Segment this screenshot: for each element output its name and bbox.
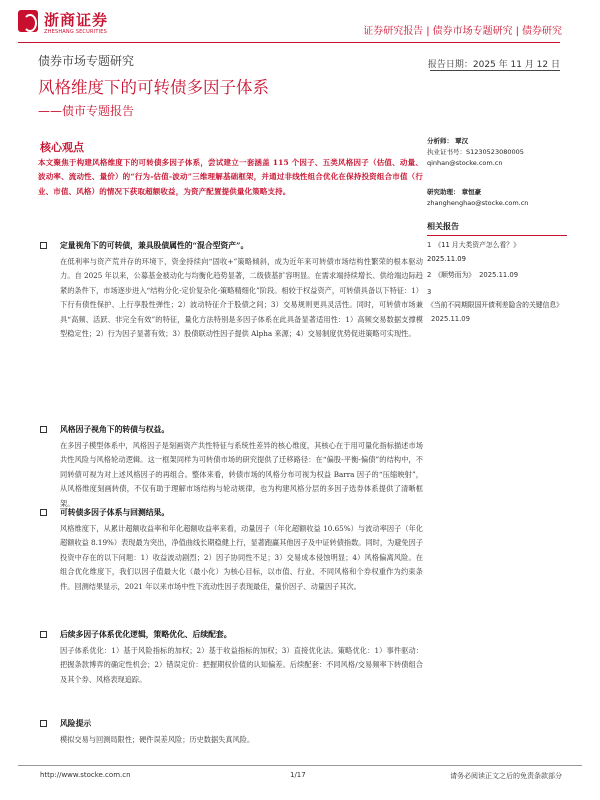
section-backtest xyxy=(40,507,423,617)
square-bullet-icon xyxy=(40,720,47,727)
analyst-line xyxy=(427,136,567,147)
related-report-item[interactable] xyxy=(427,286,567,327)
section-body: 风格维度下，从累计超额收益率和年化超额收益率来看，动量因子（年化超额收益 10.65%）与波动率因子（年化超额收益 8.19%）表现最为突出，净值曲线长期稳健上行，显著跑赢其他因子及中证转债指数。同时，为避免因子投资中存在的以下问题：1）收益波动剧烈；2）因子协同性不足；3）交易成本侵蚀明显；4）风格偏离风险。在组合优化维度下，我们以因子值最大化（最小化）为核心目标，以市值、行业、不同风格和个券权重作为约束条件。回测结果显示，2021 年以来市场中性下流动性因子表现最佳，量价因子、动量因子其次。 xyxy=(60,524,423,591)
section-body: 在多因子模型体系中，风格因子是刻画资产共性特征与系统性差异的核心维度，其核心在于用可量化指标描述市场共性风险与风格轮动逻辑。这一框架同样为可转债市场的研究提供了迁移路径：在“偏股-平衡-偏债”的结构中，不同转债可视为对上述风格因子的再组合。整体来看，转债市场的风格分布可视为权益 Barra 因子的“压缩映射”，从风格维度刻画转债，不仅有助于理解市场结构与轮动规律，也为构建风格分层的多因子选券体系提供了清晰框架。 xyxy=(60,441,423,508)
core-view-summary: 本文聚焦于构建风格维度下的可转债多因子体系，尝试建立一套涵盖 115 个因子、五类风格因子（估值、动量、波动率、流动性、量价）的“行为-估值-波动”三维理解基础框架，并通过非线性组合优化在保持投资组合市值（行业、市值、风格）的情况下获取超额收益，为资产配置提供量化策略支持。 xyxy=(38,158,423,196)
square-bullet-icon xyxy=(40,509,47,516)
logo-text: 浙商证券 xyxy=(44,11,109,29)
logo-subtext: ZHESHANG SECURITIES xyxy=(44,29,107,35)
footer-disclaimer: 请务必阅读正文之后的免责条款部分 xyxy=(450,772,562,780)
related-report-title: 《当前不同期限国开债利差隐含的关键信息》 xyxy=(427,301,563,309)
tag-bond-research: 债券研究 xyxy=(522,26,562,37)
related-report-item[interactable] xyxy=(427,269,567,283)
analyst-label: 分析师： xyxy=(427,137,453,145)
section-title: 风格因子视角下的转债与权益。 xyxy=(60,425,170,434)
related-report-date: 2025.11.09 xyxy=(427,254,466,263)
section-style-factor xyxy=(40,424,423,514)
section-optimization xyxy=(40,629,423,689)
section-risk-warning xyxy=(40,718,423,754)
assistant-email[interactable]: zhanghenghao@stocke.com.cn xyxy=(427,199,529,207)
sidebar xyxy=(427,136,567,326)
tag-bond-market: 债券市场专题研究 xyxy=(432,26,513,37)
assistant-label: 研究助理： xyxy=(427,188,460,196)
assistant-line xyxy=(427,187,567,198)
page-subtitle: ——债市专题报告 xyxy=(38,104,135,118)
related-report-num: 2 xyxy=(427,271,432,279)
section-title: 风险提示 xyxy=(60,719,92,728)
page-number: 1/17 xyxy=(290,771,306,779)
section-title: 后续多因子体系优化逻辑，策略优化、后续配套。 xyxy=(60,630,232,639)
section-body: 模拟交易与回测局限性；硬件误差风险；历史数据失真风险。 xyxy=(60,735,255,744)
related-report-title: 《顺势而为》 xyxy=(434,271,476,279)
logo-icon xyxy=(18,10,38,32)
company-logo xyxy=(18,8,138,40)
footer-divider xyxy=(18,765,582,766)
related-report-item[interactable] xyxy=(427,239,567,266)
core-view-heading: 核心观点 xyxy=(40,141,84,154)
related-report-num: 3 xyxy=(427,287,432,296)
section-body: 因子体系优化：1）基于风险指标的加权；2）基于收益指标的加权；3）直接优化法。策略优化：1）事件驱动：把握条款博弈的确定性机会；2）错误定价：把握期权价值的认知偏差。后续配套：不同风格/交易频率下转债组合及其个券、风格表现追踪。 xyxy=(60,646,423,684)
report-category: 债券市场专题研究 xyxy=(38,54,135,68)
tag-securities-research: 证券研究报告 xyxy=(363,26,424,37)
report-type-tags: 证券研究报告 | 债券市场专题研究 | 债券研究 xyxy=(363,26,562,37)
square-bullet-icon xyxy=(40,242,47,249)
assistant-name: 章恒豪 xyxy=(461,188,482,196)
analyst-email[interactable]: qinhan@stocke.com.cn xyxy=(427,159,503,167)
footer-url[interactable]: http://www.stocke.com.cn xyxy=(40,771,131,779)
page-title: 风格维度下的可转债多因子体系 xyxy=(38,78,269,97)
analyst-name: 覃汉 xyxy=(455,137,469,145)
square-bullet-icon xyxy=(40,426,47,433)
related-report-num: 1 xyxy=(427,241,432,249)
section-body: 在低利率与资产荒并存的环境下，资金持续向“固收+”策略倾斜，成为近年来可转债市场结构性繁荣的根本驱动力。自 2025 年以来，公募基金被动化与均衡化趋势显著，二级债基扩容明显。在需求端持续增长、供给端边际趋紧的条件下，市场逐步进入“结构分化-定价复杂化-策略精细化”阶段。相较于权益资产，可转债具备以下特征：1）下行有债性保护、上行享股性弹性；2）波动特征介于股债之间；3）交易规则更具灵活性。同时，可转债市场兼具“高频、活跃、非完全有效”的特征，量化方法特别是多因子体系在此具备显著适用性：1）高频交易数据支撑模型稳定性；2）行为因子显著有效；3）股债联动性因子提供 Alpha 来源；4）交易制度优势促进策略可实现性。 xyxy=(60,257,423,339)
square-bullet-icon xyxy=(40,631,47,638)
section-quant-view xyxy=(40,240,423,370)
section-title: 可转债多因子体系与回测结果。 xyxy=(60,508,170,517)
date-divider xyxy=(430,70,560,71)
related-report-date: 2025.11.09 xyxy=(479,271,519,279)
related-report-date: 2025.11.09 xyxy=(431,314,470,323)
header-divider xyxy=(18,42,560,43)
analyst-cert: 执业证书号：S1230523080005 xyxy=(427,148,524,156)
related-reports-heading: 相关报告 xyxy=(427,221,567,236)
report-date: 报告日期：2025 年 11 月 12 日 xyxy=(427,60,560,70)
related-report-title: 《11 月大类资产怎么看？》 xyxy=(434,241,520,249)
section-title: 定量视角下的可转债，兼具股债属性的“混合型资产”。 xyxy=(60,241,249,250)
